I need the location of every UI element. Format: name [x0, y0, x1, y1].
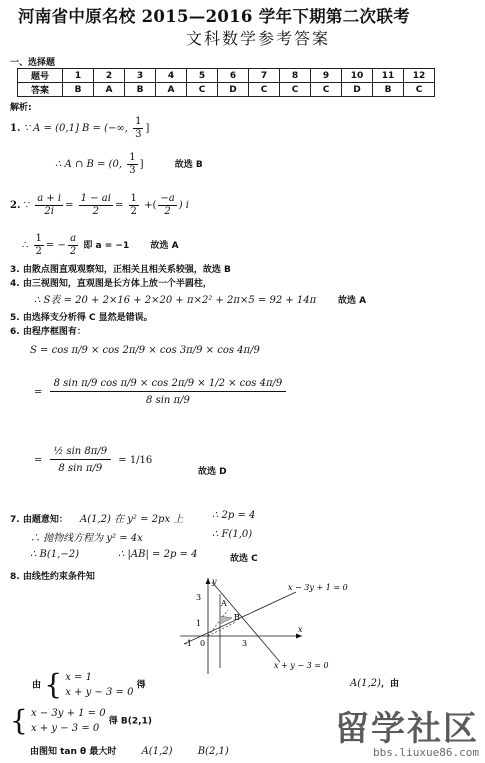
table-cell: 2: [94, 69, 125, 83]
table-cell: C: [249, 83, 280, 97]
table-cell: 11: [373, 69, 404, 83]
label-y-axis: y: [212, 577, 217, 586]
q2-because: ∵: [23, 200, 31, 211]
table-row-answers: [18, 83, 435, 97]
table-cell: B: [125, 83, 156, 97]
q7-line3b: ∴ |AB| = 2p = 4: [118, 549, 198, 560]
point-b-label: B: [234, 613, 240, 622]
dashed-line-ob: [208, 622, 236, 636]
q2-plus: +: [144, 200, 153, 211]
page-subtitle: 文科数学参考答案: [186, 29, 331, 48]
q1-intersection: ∴ A ∩ B = (0,: [55, 159, 126, 170]
q2-pick: 故选 A: [150, 241, 179, 251]
page-title: 河南省中原名校 2015—2016 学年下期第二次联考: [18, 7, 410, 26]
q8-sys1-result: [350, 676, 399, 689]
q6-denominator: 8 sin π/9: [146, 395, 190, 406]
table-cell: D: [218, 83, 249, 97]
q8-last-b: B(2,1): [197, 746, 229, 757]
q6-pick: 故选 D: [198, 467, 227, 477]
table-cell: C: [404, 83, 435, 97]
q2-line1: 2. ∵ $\frac{a + i}{2i}$ = $\frac{1 - ai}{2}$ = $\frac{1}{2}$ +( $\frac{-a}{2}$ ) i: [10, 193, 189, 217]
table-cell: B: [373, 83, 404, 97]
label-line1: x − 3y + 1 = 0: [288, 583, 348, 592]
q6-l3-denominator: 8 sin π/9: [58, 463, 103, 474]
analysis-label: 解析:: [10, 103, 32, 113]
q6-line3: = $\frac{\text{½ sin 8π/9}}{\text{8 sin π/9}}$ = 1/16: [34, 446, 153, 474]
q6-l3-result: = 1/16: [118, 454, 153, 466]
q7-pick: 故选 C: [230, 554, 258, 564]
table-cell: 3: [125, 69, 156, 83]
y-axis-arrow-icon: [206, 578, 211, 584]
q4-pick: 故选 A: [338, 296, 367, 306]
q7-line2a: ∴ 抛物线方程为 y² = 4x: [30, 533, 143, 544]
q1-number: 1.: [10, 123, 21, 134]
tick-y-1: 1: [196, 619, 202, 628]
section-choice-label: 一、选择题: [10, 58, 56, 68]
x-axis-arrow-icon: [296, 634, 302, 639]
table-cell: C: [311, 83, 342, 97]
q8-system1: [32, 670, 146, 700]
q2-tail: ) i: [178, 200, 189, 211]
q2-l2-frac1: $\frac{1}{2}$: [35, 233, 42, 257]
table-row-numbers: [18, 69, 435, 83]
q1-frac: $\frac{1}{3}$: [135, 116, 142, 140]
q2-line2: ∴ $\frac{1}{2}$ = − $\frac{a}{2}$ 即 a = −1 故选 A: [22, 233, 179, 257]
q6-fraction-big: = $\frac{\text{8 sin π/9 cos π/9 × cos 2π/9 × 1/2 × cos 4π/9}}{\text{8 sin π/9}}$: [34, 378, 286, 406]
q1-bracket: ]: [145, 123, 150, 134]
q7-line2b: ∴ F(1,0): [212, 529, 253, 540]
watermark-logo: [335, 701, 479, 759]
q7-line3a: ∴ B(1,−2): [30, 549, 79, 560]
q8-last-a: A(1,2): [141, 746, 173, 757]
label-line2: x + y − 3 = 0: [274, 661, 329, 670]
q8-sys1-point: A(1,2): [350, 678, 381, 689]
table-cell: 4: [156, 69, 187, 83]
q8-sys2-eqs: x − 3y + 1 = 0 x + y − 3 = 0: [31, 708, 106, 734]
table-cell: 12: [404, 69, 435, 83]
q8-text: 8. 由线性约束条件知: [10, 572, 95, 582]
q8-sys1-post: 得: [136, 680, 146, 691]
q5-text: 5. 由选择支分析得 C 显然是错误。: [10, 313, 153, 323]
brace-icon: {: [44, 668, 63, 701]
q7-line1b: A(1,2) 在 y² = 2px 上: [80, 514, 184, 525]
answer-table: [17, 68, 435, 97]
q4-formula: ∴ S表 = 20 + 2×16 + 2×20 + π×2² + 2π×5 = 92 + 14π: [34, 295, 317, 306]
q3-text: 3. 由散点图直观观察知，正相关且相关系较强，故选 B: [10, 265, 231, 275]
table-cell: C: [280, 83, 311, 97]
dashed-line-oa: [208, 610, 228, 636]
tick-origin: 0: [200, 639, 206, 648]
q7-line1c: ∴ 2p = 4: [212, 510, 256, 521]
q2-frac3: $\frac{1}{2}$: [130, 193, 137, 217]
table-header-cell: 题号: [18, 69, 63, 83]
table-cell: 6: [218, 69, 249, 83]
q6-text: 6. 由程序框图有：: [10, 327, 86, 337]
table-cell: 9: [311, 69, 342, 83]
watermark-url: bbs.liuxue86.com: [373, 746, 479, 759]
q1-line1: [10, 116, 149, 141]
q2-l2-eq: = −: [45, 240, 66, 251]
q8-system2: [10, 706, 152, 736]
tick-x-neg1: -1: [184, 639, 192, 648]
q8-last-line: [30, 744, 229, 757]
q8-graph: [170, 574, 370, 676]
q8-sys2-post: 得 B(2,1): [108, 716, 152, 727]
q6-l3-numerator: ½ sin 8π/9: [50, 446, 112, 460]
watermark-main: 留学社区: [335, 709, 479, 749]
q8-sys1-suffix: ，由: [380, 679, 399, 689]
table-cell: A: [156, 83, 187, 97]
point-a-label: A: [221, 599, 227, 608]
table-cell: 7: [249, 69, 280, 83]
table-cell: 1: [63, 69, 94, 83]
q1-frac2: $\frac{1}{3}$: [129, 152, 136, 176]
q2-number: 2.: [10, 200, 21, 211]
table-cell: B: [63, 83, 94, 97]
table-header-cell: 答案: [18, 83, 63, 97]
tick-y-3: 3: [196, 593, 202, 602]
table-cell: D: [342, 83, 373, 97]
q2-frac4: $\frac{-a}{2}$: [160, 193, 175, 217]
q2-result: 即 a = −1: [83, 241, 130, 251]
q8-last-text: 由图知 tan θ 最大时: [30, 747, 117, 757]
q2-l2-frac2: $\frac{a}{2}$: [69, 233, 77, 257]
q1-sets: ∵ A = (0,1] B = (−∞,: [23, 123, 132, 134]
q6-line1: S = cos π/9 × cos 2π/9 × cos 3π/9 × cos 4π/9: [30, 345, 260, 356]
q1-pick: 故选 B: [174, 160, 203, 170]
table-cell: 5: [187, 69, 218, 83]
table-cell: 10: [342, 69, 373, 83]
brace-icon: {: [10, 704, 28, 737]
q1-line2: [55, 152, 203, 177]
table-cell: C: [187, 83, 218, 97]
tick-x-3: 3: [242, 639, 248, 648]
q1-bracket2: ]: [139, 159, 144, 170]
q2-frac1: $\frac{a + i}{2i}$: [37, 193, 62, 217]
q2-frac2: $\frac{1 - ai}{2}$: [80, 193, 111, 217]
q4-text: 4. 由三视图知，直观图是长方体上放一个半圆柱，: [10, 279, 212, 289]
label-x-axis: x: [298, 625, 303, 634]
q7-line1a: 7. 由题意知：: [10, 515, 68, 525]
q8-sys1-eqs: x = 1 x + y − 3 = 0: [65, 672, 134, 698]
table-cell: A: [94, 83, 125, 97]
q8-sys1-pre: 由: [32, 680, 42, 691]
q6-numerator: 8 sin π/9 cos π/9 × cos 2π/9 × 1/2 × cos 4π/9: [50, 378, 287, 392]
table-cell: 8: [280, 69, 311, 83]
